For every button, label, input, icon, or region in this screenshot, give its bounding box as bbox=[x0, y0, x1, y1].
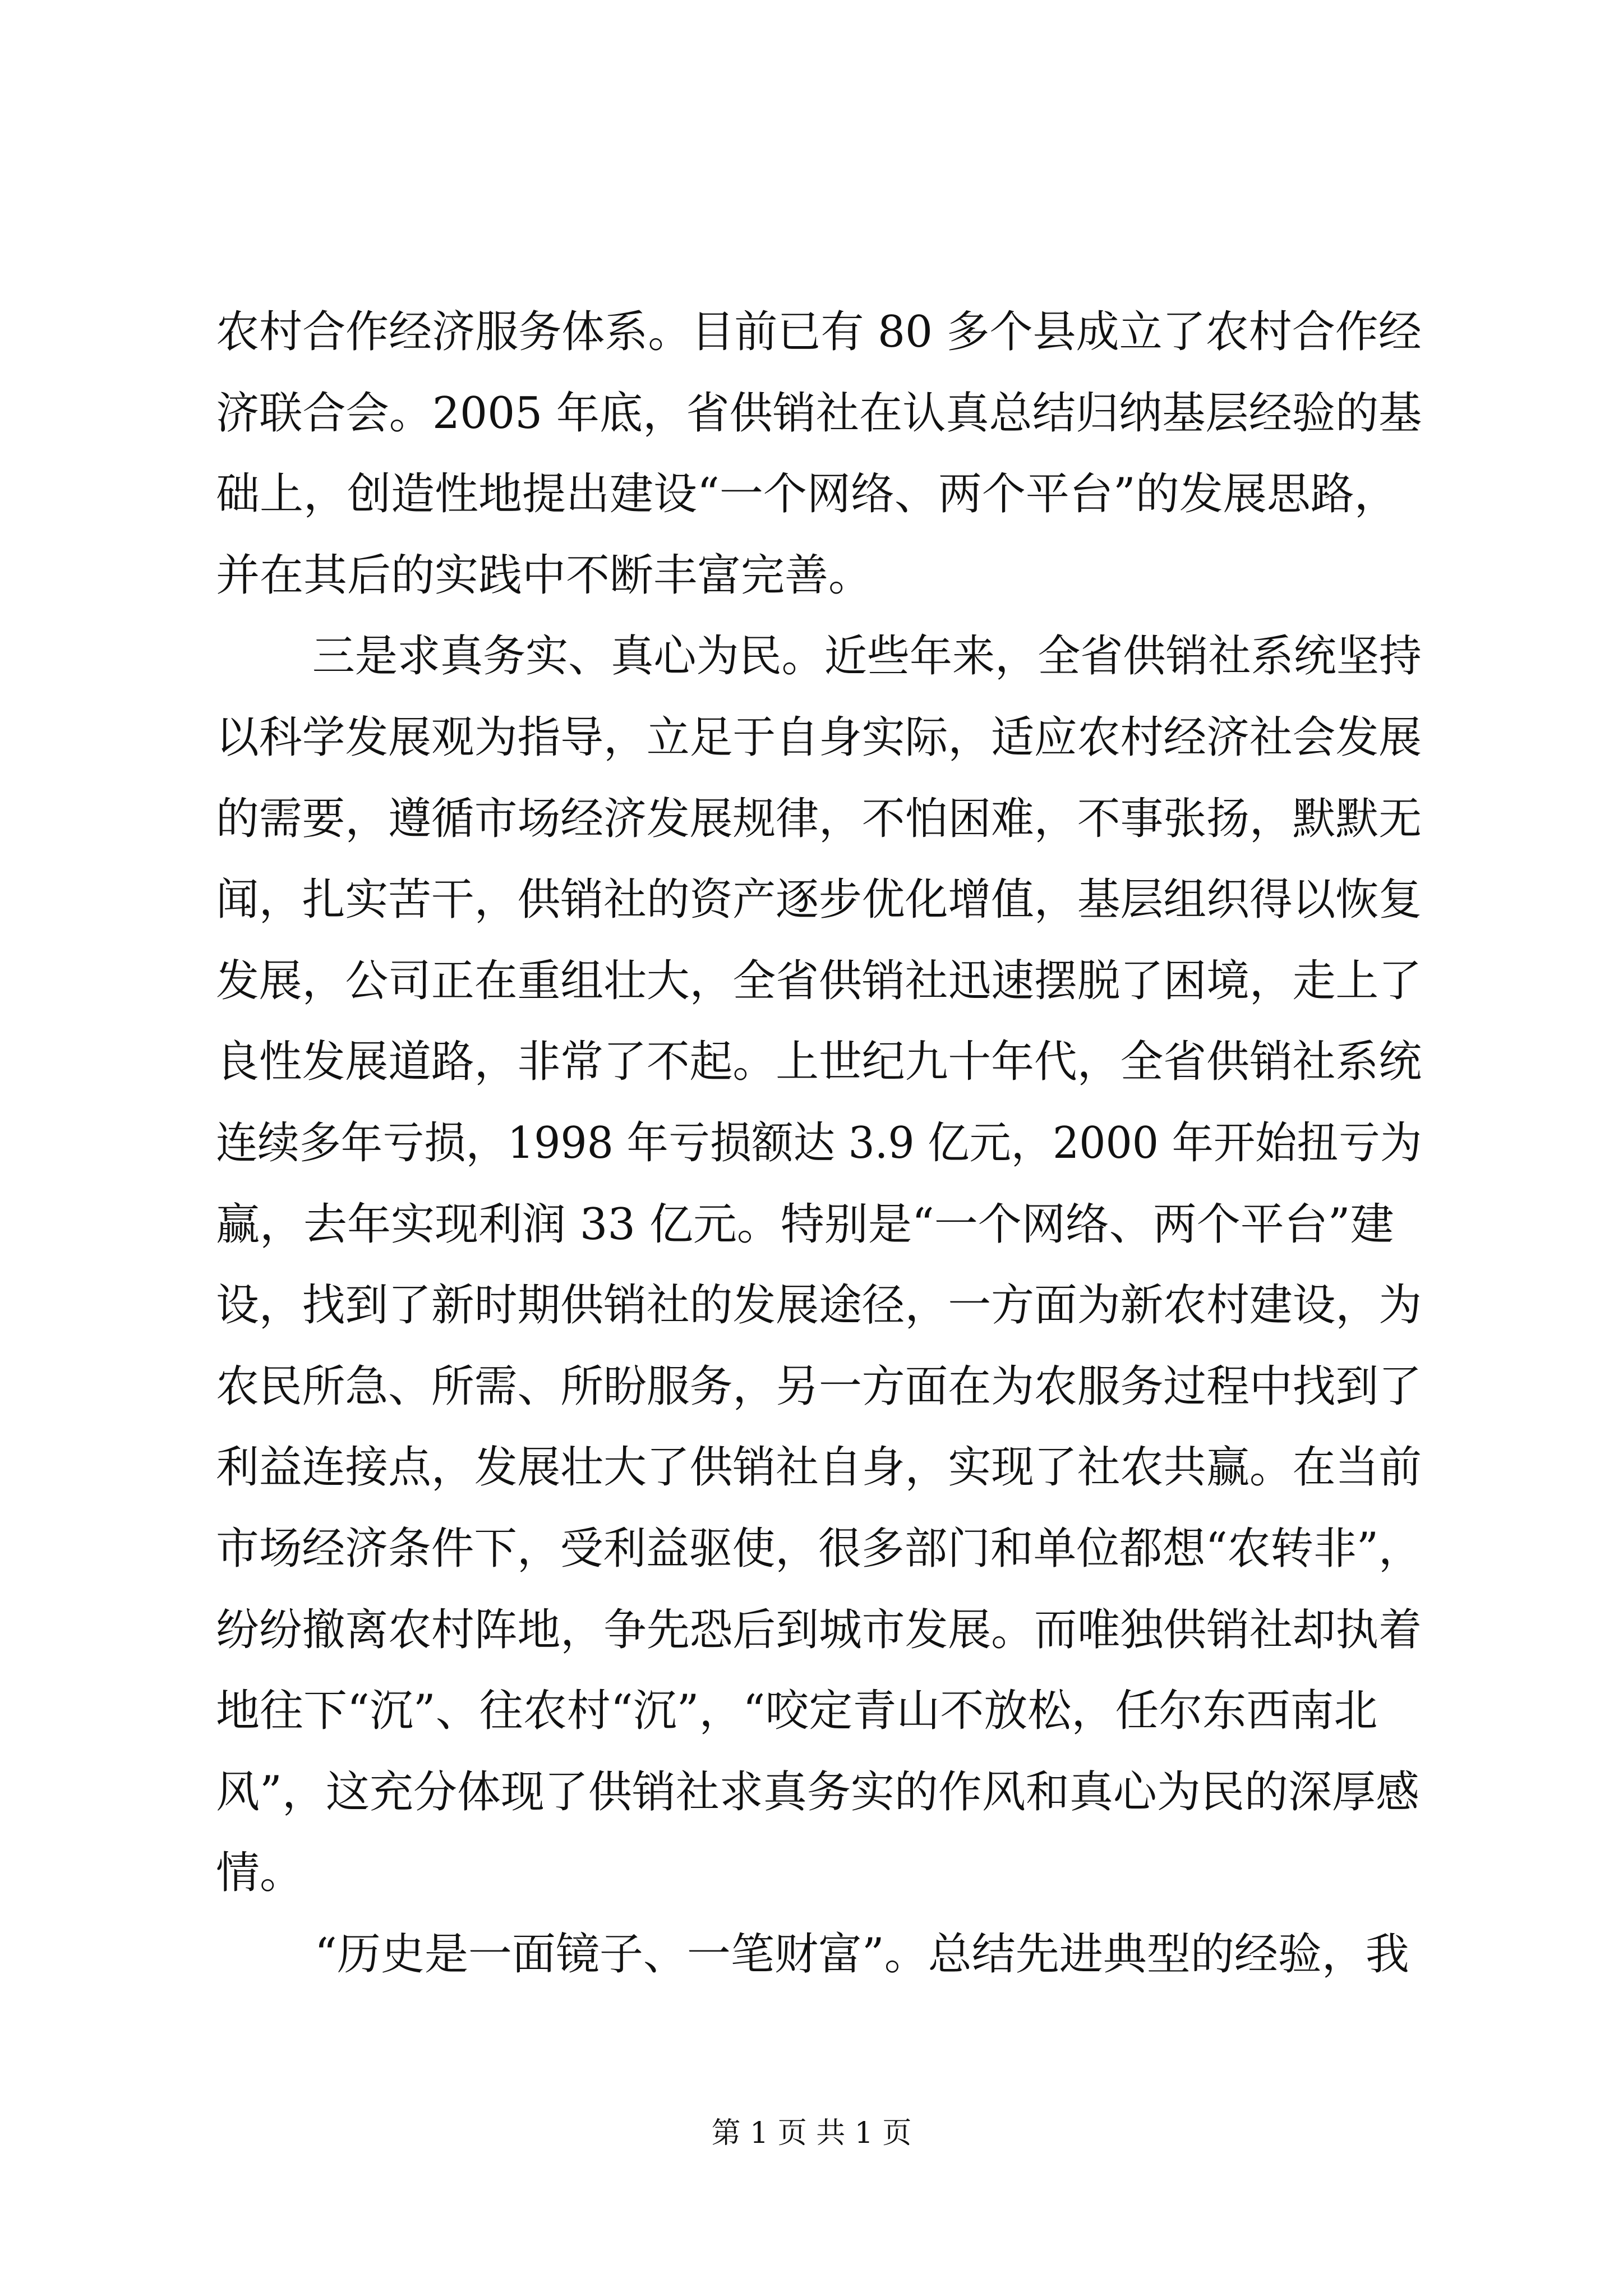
text-line: 利益连接点，发展壮大了供销社自身，实现了社农共赢。在当前 bbox=[216, 1442, 1422, 1493]
text-line: 础上，创造性地提出建设“一个网络、两个平台”的发展思路， bbox=[216, 469, 1398, 520]
text-line: 的需要，遵循市场经济发展规律，不怕困难，不事张扬，默默无 bbox=[216, 793, 1422, 844]
text-line: 情。 bbox=[216, 1848, 304, 1899]
text-line: 济联合会。2005 年底，省供销社在认真总结归纳基层经验的基 bbox=[216, 388, 1422, 439]
text-line: 地往下“沉”、往农村“沉”，“咬定青山不放松，任尔东西南北 bbox=[216, 1686, 1378, 1737]
text-line: 发展，公司正在重组壮大，全省供销社迅速摆脱了困境，走上了 bbox=[216, 955, 1422, 1006]
text-line: 连续多年亏损，1998 年亏损额达 3.9 亿元，2000 年开始扭亏为 bbox=[216, 1117, 1422, 1168]
text-line: 以科学发展观为指导，立足于自身实际，适应农村经济社会发展 bbox=[216, 712, 1422, 763]
text-line: 纷纷撤离农村阵地，争先恐后到城市发展。而唯独供销社却执着 bbox=[216, 1604, 1422, 1655]
text-line: 风”，这充分体现了供销社求真务实的作风和真心为民的深厚感 bbox=[216, 1766, 1419, 1818]
text-line: 良性发展道路，非常了不起。上世纪九十年代，全省供销社系统 bbox=[216, 1037, 1422, 1088]
text-line: 闻，扎实苦干，供销社的资产逐步优化增值，基层组织得以恢复 bbox=[216, 875, 1422, 926]
paragraph-first-line: “历史是一面镜子、一笔财富”。总结先进典型的经验，我 bbox=[315, 1929, 1409, 1980]
page-number-footer: 第 1 页 共 1 页 bbox=[711, 2116, 912, 2150]
text-line: 设，找到了新时期供销社的发展途径，一方面为新农村建设，为 bbox=[216, 1280, 1422, 1331]
text-line: 赢，去年实现利润 33 亿元。特别是“一个网络、两个平台”建 bbox=[216, 1199, 1394, 1250]
document-body bbox=[216, 292, 1422, 1995]
text-line: 并在其后的实践中不断丰富完善。 bbox=[216, 550, 873, 601]
text-line: 农村合作经济服务体系。目前已有 80 多个县成立了农村合作经 bbox=[216, 307, 1422, 357]
text-line: 市场经济条件下，受利益驱使，很多部门和单位都想“农转非”， bbox=[216, 1523, 1422, 1574]
paragraph-first-line: 三是求真务实、真心为民。近些年来，全省供销社系统坚持 bbox=[312, 631, 1422, 682]
text-line: 农民所急、所需、所盼服务，另一方面在为农服务过程中找到了 bbox=[216, 1361, 1422, 1412]
